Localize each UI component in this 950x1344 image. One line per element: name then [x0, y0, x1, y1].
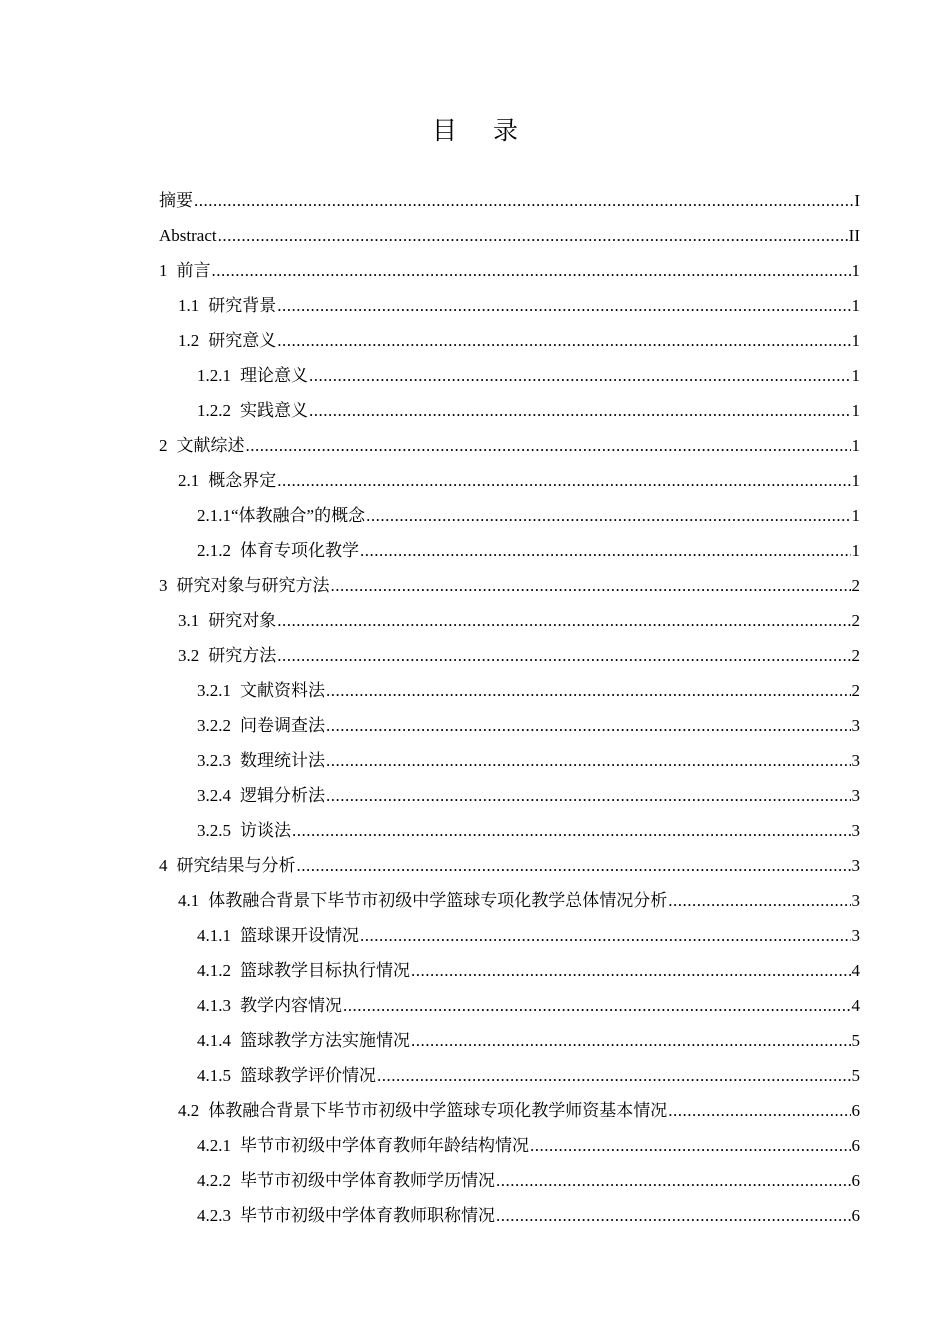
toc-page-number: 2 [851, 611, 860, 630]
toc-entry[interactable] [159, 673, 860, 708]
toc-entry-label: 实践意义 [240, 401, 308, 420]
toc-entry[interactable] [159, 813, 860, 848]
toc-entry-number: 3.2.4 [197, 786, 231, 805]
toc-entry-label: 篮球教学评价情况 [240, 1066, 376, 1085]
toc-dot-leader [309, 358, 851, 393]
toc-dot-leader [668, 1093, 850, 1128]
toc-dot-leader [194, 183, 853, 218]
toc-entry[interactable] [159, 1058, 860, 1093]
toc-page-number: 5 [851, 1066, 860, 1085]
toc-entry[interactable] [159, 1198, 860, 1233]
toc-page-number: 6 [851, 1206, 860, 1225]
toc-page-number: 3 [851, 856, 860, 875]
toc-page-number: 6 [851, 1171, 860, 1190]
toc-page-number: 1 [851, 366, 860, 385]
toc-entry[interactable] [159, 918, 860, 953]
toc-entry-label: 访谈法 [240, 821, 291, 840]
toc-entry-label: 数理统计法 [240, 751, 325, 770]
toc-page-number: II [848, 226, 860, 245]
toc-entry-number: 2 [159, 436, 168, 455]
toc-entry[interactable] [159, 953, 860, 988]
toc-entry[interactable] [159, 323, 860, 358]
toc-page-number: 2 [851, 681, 860, 700]
toc-entry-number: 1.2 [178, 331, 200, 350]
toc-entry[interactable] [159, 883, 860, 918]
toc-entry-label: 文献综述 [176, 436, 245, 455]
toc-page-number: 3 [851, 821, 860, 840]
toc-entry[interactable] [159, 743, 860, 778]
toc-entry-number: 3.2.3 [197, 751, 231, 770]
toc-entry[interactable] [159, 253, 860, 288]
toc-dot-leader [309, 393, 851, 428]
toc-entry-label: 研究背景 [208, 296, 277, 315]
toc-entry-label: 篮球教学方法实施情况 [240, 1031, 410, 1050]
toc-entry-label: 毕节市初级中学体育教师学历情况 [240, 1171, 495, 1190]
toc-entry-number: 3.1 [178, 611, 200, 630]
toc-entry[interactable] [159, 358, 860, 393]
toc-dot-leader [326, 673, 851, 708]
toc-entry-label: Abstract [159, 226, 217, 245]
toc-page-number: 3 [851, 716, 860, 735]
toc-dot-leader [377, 1058, 851, 1093]
toc-entry[interactable] [159, 848, 860, 883]
toc-page-number: 1 [851, 436, 860, 455]
toc-entry-number: 3.2.1 [197, 681, 231, 700]
toc-page-number: 1 [851, 296, 860, 315]
toc-dot-leader [411, 953, 851, 988]
toc-entry-number: 1 [159, 261, 168, 280]
toc-dot-leader [496, 1198, 851, 1233]
toc-entry-label: 研究对象 [208, 611, 277, 630]
toc-dot-leader [331, 568, 851, 603]
toc-entry[interactable] [159, 778, 860, 813]
toc-entry[interactable] [159, 708, 860, 743]
toc-entry[interactable] [159, 1023, 860, 1058]
toc-entry-label: 逻辑分析法 [240, 786, 325, 805]
toc-entry-label: 文献资料法 [240, 681, 325, 700]
toc-dot-leader [277, 288, 850, 323]
toc-page-number: 2 [851, 576, 860, 595]
toc-entry-number: 4.2.1 [197, 1136, 231, 1155]
toc-page-number: 1 [851, 331, 860, 350]
toc-page-number: 5 [851, 1031, 860, 1050]
toc-entry-label: 体教融合背景下毕节市初级中学篮球专项化教学师资基本情况 [208, 1101, 668, 1120]
toc-title: 目 录 [432, 116, 532, 145]
toc-page-number: 1 [851, 261, 860, 280]
toc-page-number: 4 [851, 961, 860, 980]
toc-entry-number: 4.2 [178, 1101, 200, 1120]
toc-entry-number: 3 [159, 576, 168, 595]
toc-entry-number: 4.1.3 [197, 996, 231, 1015]
toc-entry-label: “体教融合”的概念 [231, 506, 366, 525]
toc-entry[interactable] [159, 568, 860, 603]
toc-dot-leader [366, 498, 850, 533]
toc-page-number: 1 [851, 506, 860, 525]
toc-page-number: 3 [851, 786, 860, 805]
toc-dot-leader [292, 813, 851, 848]
toc-dot-leader [326, 708, 851, 743]
toc-page-number: 3 [851, 891, 860, 910]
toc-entry-label: 概念界定 [208, 471, 277, 490]
toc-entry[interactable] [159, 1093, 860, 1128]
toc-page-number: 6 [851, 1136, 860, 1155]
toc-entry-number: 3.2 [178, 646, 200, 665]
toc-dot-leader [360, 918, 851, 953]
toc-entry-label: 问卷调查法 [240, 716, 325, 735]
toc-entry-label: 研究对象与研究方法 [176, 576, 330, 595]
toc-entry-number: 3.2.2 [197, 716, 231, 735]
toc-entry-number: 1.2.1 [197, 366, 231, 385]
toc-entry[interactable] [159, 988, 860, 1023]
toc-entry-label: 体育专项化教学 [240, 541, 359, 560]
toc-dot-leader [277, 638, 850, 673]
toc-entry-label: 研究结果与分析 [176, 856, 296, 875]
toc-page-number: 1 [851, 541, 860, 560]
toc-entry[interactable] [159, 1163, 860, 1198]
toc-entry-number: 4 [159, 856, 168, 875]
toc-entry[interactable] [159, 603, 860, 638]
toc-dot-leader [326, 778, 851, 813]
toc-entry[interactable] [159, 393, 860, 428]
toc-entry-number: 4.2.2 [197, 1171, 231, 1190]
toc-page-number: 6 [851, 1101, 860, 1120]
toc-entry-label: 理论意义 [240, 366, 308, 385]
toc-entry-label: 毕节市初级中学体育教师职称情况 [240, 1206, 495, 1225]
toc-entry-label: 摘要 [159, 191, 193, 210]
toc-dot-leader [326, 743, 851, 778]
toc-dot-leader [246, 428, 851, 463]
toc-entry-number: 4.1.1 [197, 926, 231, 945]
toc-entry-number: 1.1 [178, 296, 200, 315]
toc-entry-label: 篮球教学目标执行情况 [240, 961, 410, 980]
toc-dot-leader [277, 323, 850, 358]
toc-entry-number: 2.1 [178, 471, 200, 490]
toc-dot-leader [212, 253, 851, 288]
toc-entry-number: 1.2.2 [197, 401, 231, 420]
toc-entry[interactable] [159, 428, 860, 463]
toc-dot-leader [277, 603, 850, 638]
toc-page-number: I [854, 191, 860, 210]
toc-entry-number: 4.1.5 [197, 1066, 231, 1085]
toc-page-number: 1 [851, 471, 860, 490]
toc-entry[interactable] [159, 183, 860, 218]
toc-dot-leader [530, 1128, 851, 1163]
toc-entry-number: 2.1.1 [197, 506, 231, 525]
toc-entry[interactable] [159, 638, 860, 673]
toc-dot-leader [496, 1163, 851, 1198]
toc-entry[interactable] [159, 463, 860, 498]
toc-dot-leader [218, 218, 848, 253]
toc-entry-label: 研究意义 [208, 331, 277, 350]
toc-entry-number: 2.1.2 [197, 541, 231, 560]
toc-page-number: 3 [851, 751, 860, 770]
toc-page-number: 1 [851, 401, 860, 420]
toc-entry[interactable] [159, 288, 860, 323]
toc-entry[interactable] [159, 533, 860, 568]
toc-entry-number: 4.2.3 [197, 1206, 231, 1225]
toc-entry-label: 教学内容情况 [240, 996, 342, 1015]
table-of-contents [159, 183, 860, 1233]
toc-entry-label: 毕节市初级中学体育教师年龄结构情况 [240, 1136, 529, 1155]
toc-dot-leader [277, 463, 850, 498]
toc-entry-label: 前言 [176, 261, 211, 280]
toc-page-number: 2 [851, 646, 860, 665]
toc-entry[interactable] [159, 218, 860, 253]
toc-entry[interactable] [159, 1128, 860, 1163]
toc-entry[interactable] [159, 498, 860, 533]
toc-dot-leader [343, 988, 851, 1023]
toc-entry-label: 篮球课开设情况 [240, 926, 359, 945]
toc-dot-leader [360, 533, 851, 568]
toc-entry-label: 研究方法 [208, 646, 277, 665]
toc-entry-label: 体教融合背景下毕节市初级中学篮球专项化教学总体情况分析 [208, 891, 668, 910]
toc-dot-leader [411, 1023, 851, 1058]
toc-entry-number: 4.1.4 [197, 1031, 231, 1050]
toc-entry-number: 3.2.5 [197, 821, 231, 840]
toc-entry-number: 4.1 [178, 891, 200, 910]
toc-page-number: 3 [851, 926, 860, 945]
toc-entry-number: 4.1.2 [197, 961, 231, 980]
toc-page-number: 4 [851, 996, 860, 1015]
toc-dot-leader [297, 848, 851, 883]
toc-dot-leader [668, 883, 850, 918]
